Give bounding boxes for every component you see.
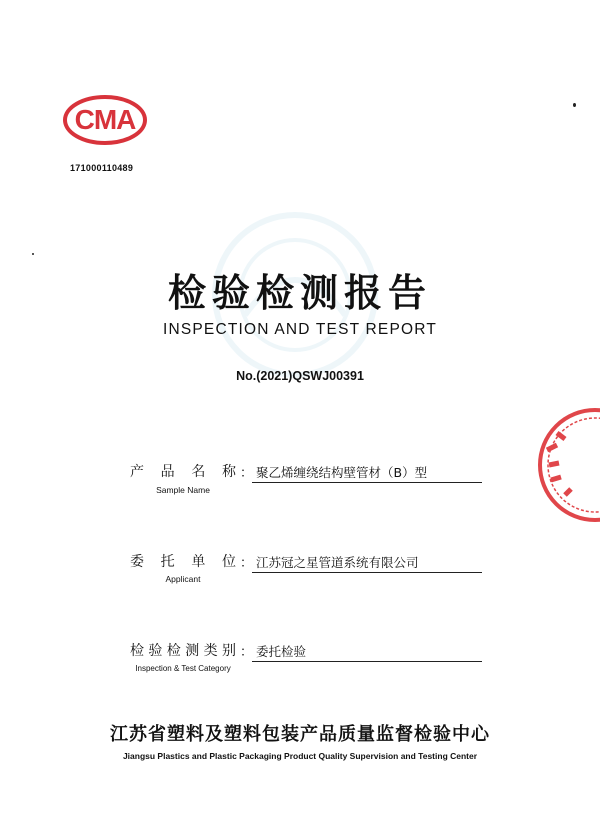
field-underline <box>252 572 482 573</box>
official-seal-icon <box>535 405 600 525</box>
scan-speck <box>32 253 34 255</box>
issuer-name-cn: 江苏省塑料及塑料包装产品质量监督检验中心 <box>110 724 490 745</box>
issuer-name-en: Jiangsu Plastics and Plastic Packaging Product Quality Supervision and Testing Center <box>122 751 478 761</box>
field-value: 聚乙烯缠绕结构壁管材（B）型 <box>256 465 428 480</box>
cma-logo-text: CMA <box>74 104 136 135</box>
field-label-en: Sample Name <box>156 485 210 495</box>
field-label-cn: 产品名称 <box>130 464 236 480</box>
certificate-number: 171000110489 <box>70 163 134 173</box>
field-colon: ： <box>240 466 254 481</box>
field-value: 江苏冠之星管道系统有限公司 <box>256 555 419 570</box>
field-label-en: Inspection & Test Category <box>135 664 231 673</box>
report-number: No.(2021)QSWJ00391 <box>236 369 364 383</box>
field-colon: ： <box>240 556 254 571</box>
field-underline <box>252 661 482 662</box>
field-colon: ： <box>240 645 254 660</box>
cma-logo-icon <box>62 94 148 146</box>
field-label-cn: 检验检测类别 <box>130 643 236 659</box>
report-title-en: INSPECTION AND TEST REPORT <box>162 321 438 338</box>
scan-speck <box>573 103 576 107</box>
report-title-cn: 检验检测报告 <box>167 271 432 315</box>
field-underline <box>252 482 482 483</box>
field-label-cn: 委托单位 <box>130 554 236 570</box>
field-value: 委托检验 <box>256 644 307 659</box>
field-label-en: Applicant <box>165 574 201 584</box>
